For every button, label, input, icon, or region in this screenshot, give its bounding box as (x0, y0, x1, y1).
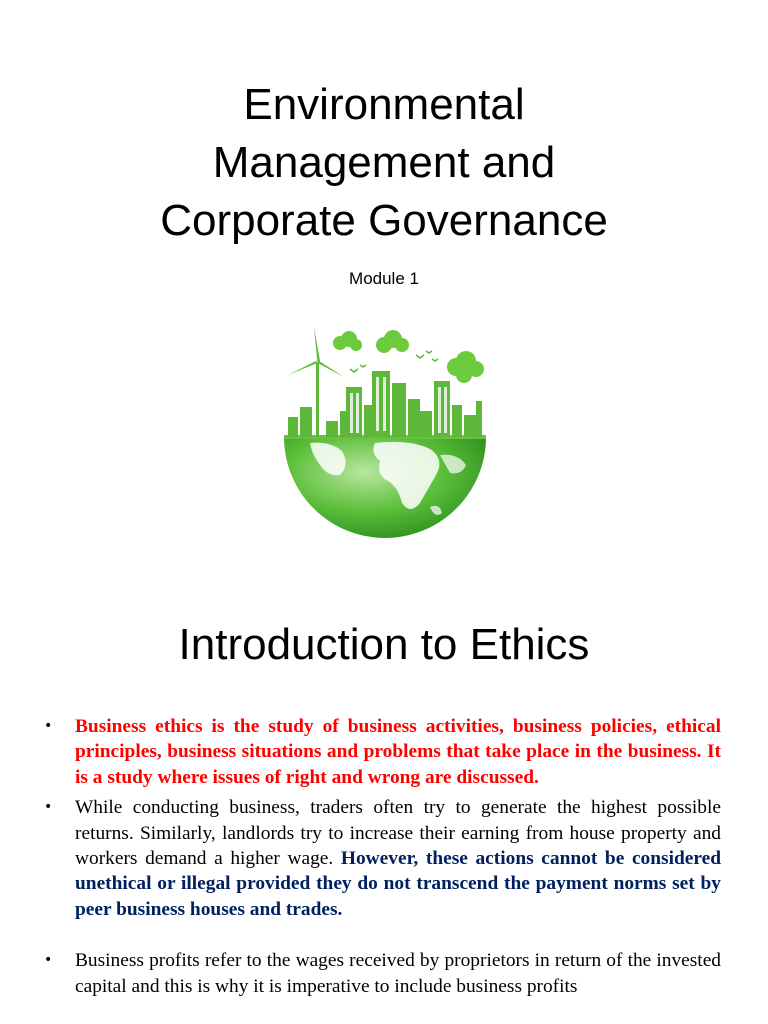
bullet-item (44, 714, 721, 790)
bullet-item (44, 948, 721, 999)
bullet-text-red: Business ethics is the study of business activities, business policies, ethical principles, business situations and problems that take place in the business. It is a study where issues of right and wrong are discussed. (75, 716, 721, 788)
title-line-2: Management and (212, 138, 556, 187)
slide-title (0, 76, 768, 250)
bullet-list (44, 714, 721, 1004)
slide-heading: Introduction to Ethics (178, 620, 590, 669)
green-earth-city-icon (280, 325, 490, 543)
bullet-text-navy: However, these actions cannot be considered unethical or illegal provided they do not transcend the payment norms set by peer business houses and trades. (75, 848, 722, 920)
title-line-3: Corporate Governance (160, 196, 608, 245)
bullet-text: While conducting business, traders often try to generate the highest possible returns. Similarly, landlords try to increase their earning from house property and workers demand a higher wage. (75, 797, 721, 870)
bullet-icon: • (44, 718, 53, 734)
bullet-item (44, 795, 721, 922)
bullet-icon: • (44, 799, 53, 816)
intro-slide (0, 590, 768, 1024)
slide-subtitle: Module 1 (349, 269, 419, 288)
bullet-text: Business profits refer to the wages received by proprietors in return of the invested capital and this is why it is imperative to include business profits (75, 950, 721, 997)
title-line-1: Environmental (243, 80, 525, 129)
bullet-icon: • (44, 952, 53, 969)
